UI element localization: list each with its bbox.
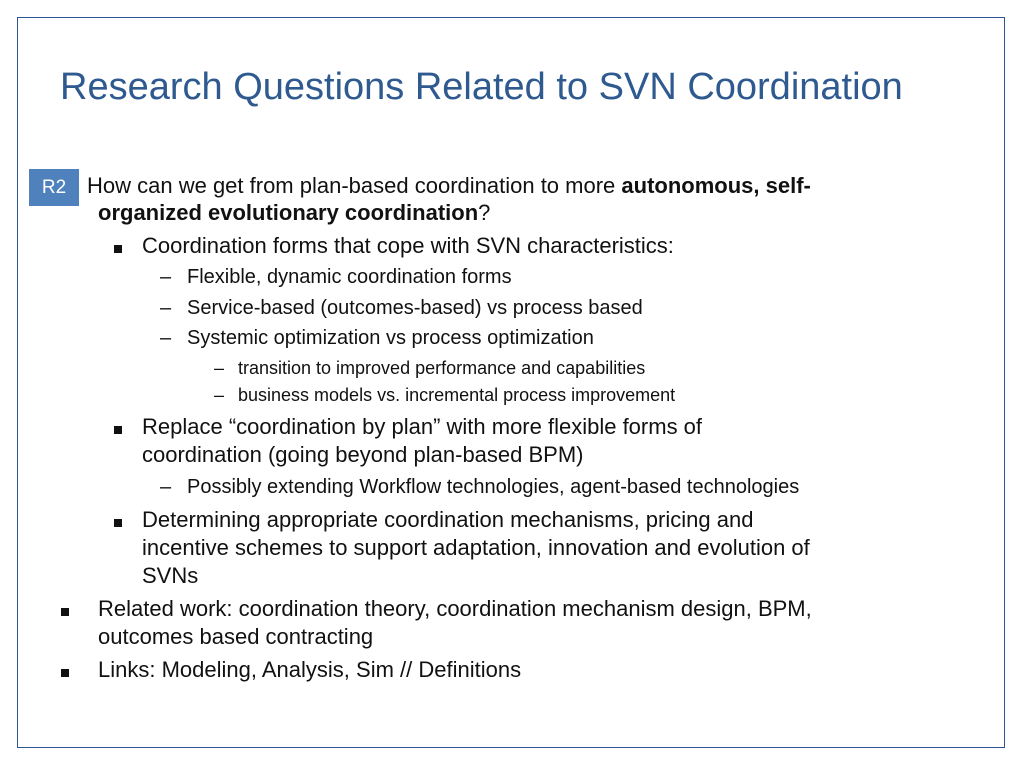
question-prefix: How can we get from plan-based coordination to more (87, 173, 622, 198)
bullet-related-work-2: outcomes based contracting (98, 624, 374, 649)
dash-bullet-icon: – (160, 476, 172, 498)
bullet-replace-coordination-2: coordination (going beyond plan-based BPM) (142, 442, 584, 467)
dash-bullet-icon: – (214, 385, 225, 405)
square-bullet-icon (114, 421, 122, 439)
bullet-related-work-1: Related work: coordination theory, coordination mechanism design, BPM, (98, 596, 812, 621)
bullet-determining-2: incentive schemes to support adaptation, innovation and evolution of (142, 535, 810, 560)
bullet-transition: transition to improved performance and capabilities (238, 358, 646, 378)
bullet-business-models: business models vs. incremental process improvement (238, 385, 676, 405)
bullet-service-based: Service-based (outcomes-based) vs process based (187, 297, 643, 319)
bullet-flexible-forms: Flexible, dynamic coordination forms (187, 266, 512, 288)
dash-bullet-icon: – (160, 266, 172, 288)
dash-bullet-icon: – (214, 358, 225, 378)
square-bullet-icon (61, 603, 69, 621)
bullet-determining-1: Determining appropriate coordination mechanisms, pricing and (142, 507, 754, 532)
square-bullet-icon (114, 240, 122, 258)
square-bullet-icon (114, 514, 122, 532)
bullet-replace-coordination-1: Replace “coordination by plan” with more flexible forms of (142, 414, 703, 439)
question-bold-2: organized evolutionary coordination (98, 200, 479, 225)
question-line-2 (98, 199, 490, 227)
bullet-systemic-optimization: Systemic optimization vs process optimization (187, 327, 594, 349)
bullet-links: Links: Modeling, Analysis, Sim // Definitions (98, 657, 522, 682)
bullet-coordination-forms: Coordination forms that cope with SVN characteristics: (142, 233, 674, 258)
dash-bullet-icon: – (160, 327, 172, 349)
slide-title: Research Questions Related to SVN Coordination (60, 66, 903, 108)
bullet-workflow-technologies: Possibly extending Workflow technologies, agent-based technologies (187, 476, 800, 498)
question-bold-1: autonomous, self- (621, 173, 811, 198)
dash-bullet-icon: – (160, 297, 172, 319)
bullet-determining-3: SVNs (142, 563, 199, 588)
question-line-1 (87, 172, 811, 200)
square-bullet-icon (61, 664, 69, 682)
r2-badge: R2 (29, 169, 79, 206)
question-suffix: ? (478, 200, 491, 225)
